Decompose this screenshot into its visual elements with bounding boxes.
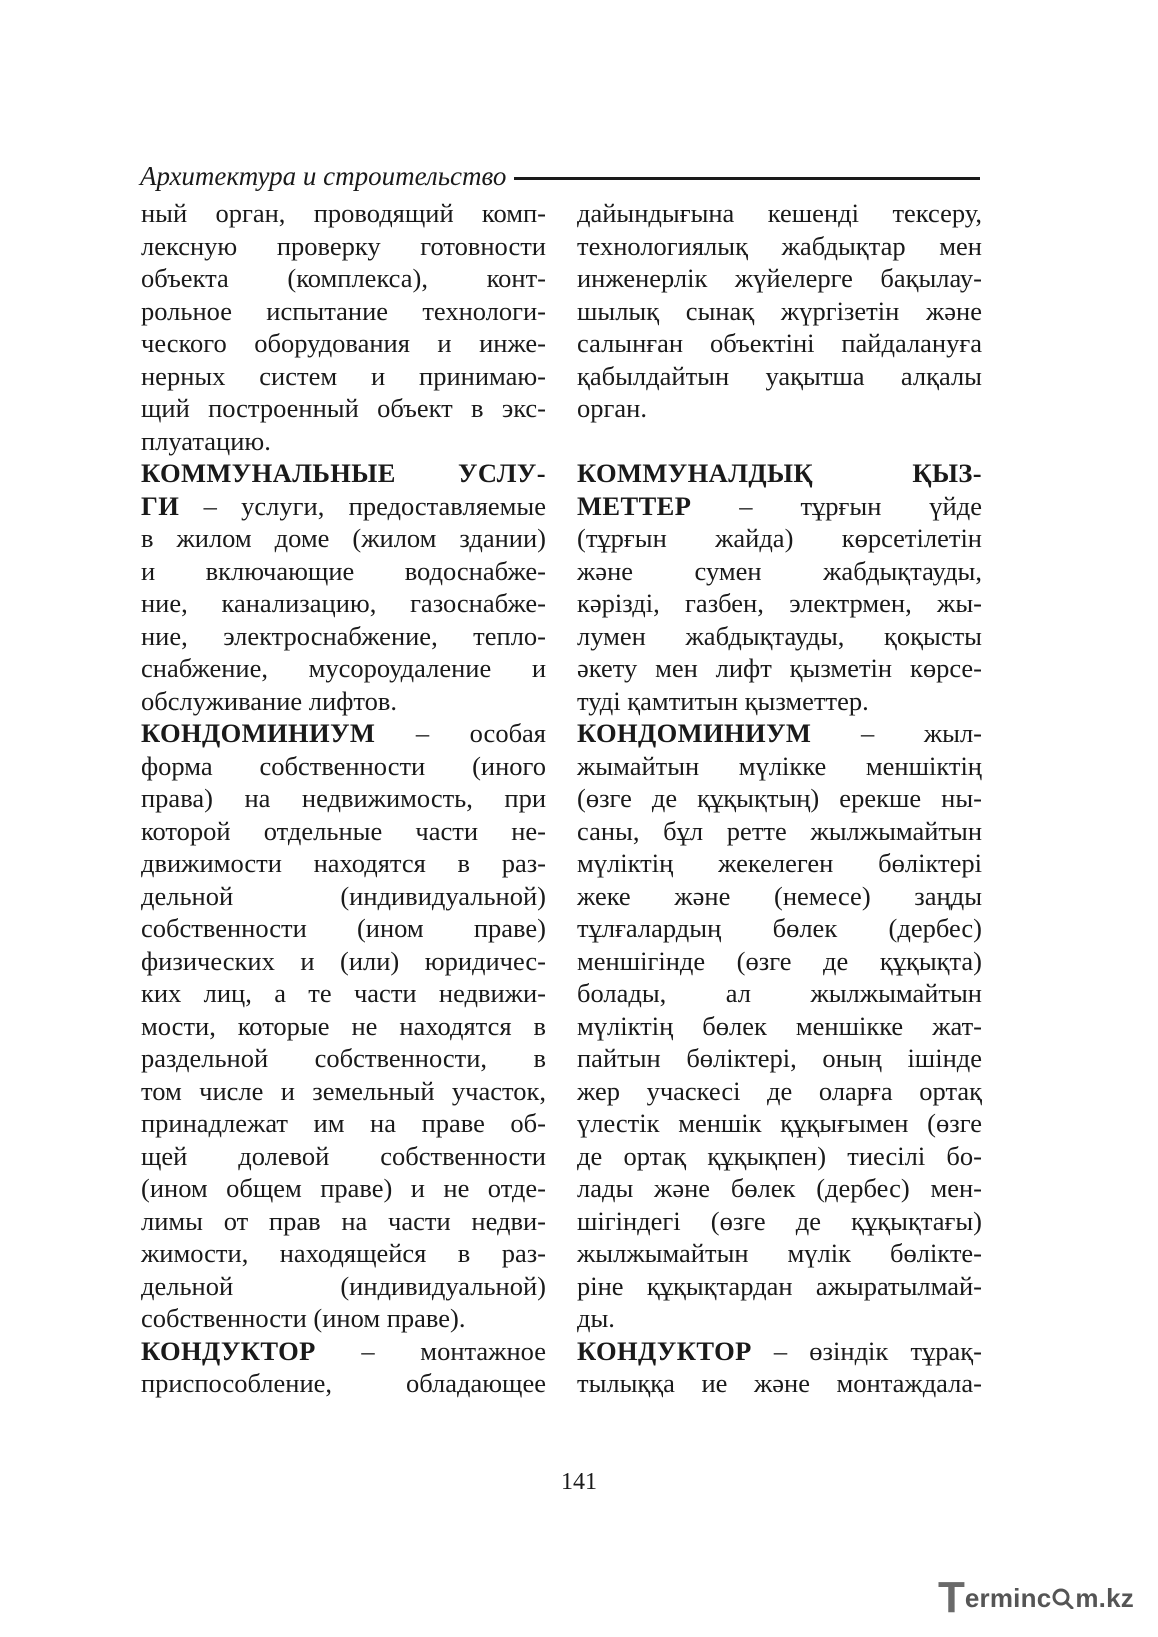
text-line <box>577 197 982 230</box>
line-text: – жыл- <box>811 718 982 748</box>
line-text: (өзге де құқықтың) ерекше ны- <box>577 783 982 813</box>
line-text: дельной (индивидуальной) <box>141 880 546 911</box>
text-line <box>141 1140 546 1173</box>
line-text: – услуги, предоставляемые <box>179 490 546 521</box>
line-text: инженерлік жүйелерге бақылау- <box>577 263 982 293</box>
line-text: физических и (или) юридичес- <box>141 945 546 976</box>
line-text: лумен жабдықтауды, қоқысты <box>577 620 982 651</box>
text-line <box>577 750 982 783</box>
line-text: технологиялық жабдықтар мен <box>577 230 982 261</box>
line-text: туді қамтитын қызметтер. <box>577 685 869 716</box>
text-line <box>577 262 982 295</box>
text-line <box>141 1335 546 1368</box>
watermark-text-middle: erminc <box>964 1582 1052 1613</box>
line-text: – особая <box>375 718 546 748</box>
glossary-term: КОНДОМИНИУМ <box>577 718 812 748</box>
glossary-term: КОММУНАЛДЫҚ ҚЫЗ- <box>577 458 982 488</box>
text-line <box>577 392 982 425</box>
line-text: жимости, находящейся в раз- <box>141 1238 546 1268</box>
text-line <box>577 1335 982 1368</box>
text-line <box>141 880 546 913</box>
line-text: лимы от прав на части недви- <box>141 1205 546 1236</box>
line-text: плуатацию. <box>141 425 271 456</box>
text-line <box>577 1172 982 1205</box>
text-line <box>577 1367 982 1400</box>
text-line <box>141 457 546 490</box>
magnifier-icon <box>1052 1587 1074 1609</box>
text-line <box>577 230 982 263</box>
text-line <box>577 782 982 815</box>
line-text: – монтажное <box>315 1335 546 1366</box>
glossary-term: МЕТТЕР <box>577 490 692 521</box>
line-text: ріне құқықтардан ажыратылмай- <box>577 1270 982 1301</box>
glossary-term: КОНДУКТОР <box>577 1335 752 1366</box>
text-line <box>141 1010 546 1043</box>
text-line <box>141 750 546 783</box>
text-line <box>141 815 546 848</box>
text-line <box>141 652 546 685</box>
line-text: щей долевой собственности <box>141 1140 546 1171</box>
text-line <box>141 782 546 815</box>
text-line <box>141 392 546 425</box>
text-line <box>577 880 982 913</box>
text-line <box>577 490 982 523</box>
glossary-term: ГИ <box>141 490 180 521</box>
glossary-term: КОНДУКТОР <box>141 1335 316 1366</box>
line-text: болады, ал жылжымайтын <box>577 978 982 1008</box>
text-line <box>141 977 546 1010</box>
line-text: которой отдельные части не- <box>141 815 546 846</box>
line-text: шылық сынақ жүргізетін және <box>577 295 982 326</box>
line-text: том числе и земельный участок, <box>141 1075 546 1106</box>
text-line <box>577 327 982 360</box>
line-text: жер учаскесі де оларға ортақ <box>577 1075 982 1106</box>
text-line <box>577 295 982 328</box>
text-line <box>577 1270 982 1303</box>
line-text: обслуживание лифтов. <box>141 685 397 716</box>
line-text: кәрізді, газбен, электрмен, жы- <box>577 588 982 618</box>
text-line <box>141 230 546 263</box>
line-text: үлестік меншік құқығымен (өзге <box>577 1108 982 1138</box>
line-text: дайындығына кешенді тексеру, <box>577 198 982 228</box>
line-text: лады және бөлек (дербес) мен- <box>577 1173 982 1203</box>
text-line <box>141 620 546 653</box>
text-line <box>141 1205 546 1238</box>
text-line <box>141 360 546 393</box>
line-text: форма собственности (иного <box>141 750 546 781</box>
text-line <box>577 1010 982 1043</box>
line-text: мүліктің бөлек меншікке жат- <box>577 1010 982 1041</box>
text-line <box>577 912 982 945</box>
text-line <box>141 425 546 458</box>
line-text: щий построенный объект в экс- <box>141 393 546 423</box>
page-number: 141 <box>561 1469 597 1495</box>
text-line <box>577 522 982 555</box>
text-line <box>577 620 982 653</box>
text-line <box>577 360 982 393</box>
text-line <box>141 1270 546 1303</box>
line-text: снабжение, мусороудаление и <box>141 653 546 683</box>
line-text: ние, электроснабжение, тепло- <box>141 620 546 651</box>
glossary-term: КОММУНАЛЬНЫЕ УСЛУ- <box>141 458 546 488</box>
line-text: движимости находятся в раз- <box>141 848 546 878</box>
line-text: – өзіндік тұрақ- <box>751 1335 982 1366</box>
right-column <box>577 197 982 1400</box>
text-line <box>141 717 546 750</box>
text-line <box>577 652 982 685</box>
line-text: меншігінде (өзге де құқықта) <box>577 945 982 976</box>
running-title: Архитектура и строительство <box>140 160 507 191</box>
line-text: шігіндегі (өзге де құқықтағы) <box>577 1205 982 1236</box>
text-line <box>577 1205 982 1238</box>
text-line <box>577 1075 982 1108</box>
paragraph-gap <box>577 425 982 458</box>
text-line <box>577 1140 982 1173</box>
line-text: принадлежат им на праве об- <box>141 1108 546 1138</box>
text-line <box>577 555 982 588</box>
line-text: салынған объектіні пайдалануға <box>577 328 982 358</box>
text-line <box>577 587 982 620</box>
line-text: мости, которые не находятся в <box>141 1010 546 1041</box>
line-text: тылыққа ие және монтаждала- <box>577 1368 982 1398</box>
text-line <box>141 685 546 718</box>
text-line <box>577 847 982 880</box>
line-text: ние, канализацию, газоснабже- <box>141 588 546 618</box>
line-text: права) на недвижимость, при <box>141 783 546 813</box>
line-text: де ортақ құқықпен) тиесілі бо- <box>577 1140 982 1171</box>
text-line <box>141 1172 546 1205</box>
line-text: қабылдайтын уақытша алқалы <box>577 360 982 391</box>
text-line <box>577 1042 982 1075</box>
text-line <box>141 295 546 328</box>
text-line <box>141 1107 546 1140</box>
text-line <box>141 197 546 230</box>
line-text: ный орган, проводящий комп- <box>141 198 546 228</box>
line-text: және сумен жабдықтауды, <box>577 555 982 586</box>
line-text: ких лиц, а те части недвижи- <box>141 978 546 1008</box>
text-line <box>141 587 546 620</box>
line-text: – тұрғын үйде <box>691 490 982 521</box>
line-text: жылжымайтын мүлік бөлікте- <box>577 1238 982 1268</box>
line-text: рольное испытание технологи- <box>141 295 546 326</box>
text-line <box>141 262 546 295</box>
watermark-letter: T <box>938 1573 965 1622</box>
line-text: ды. <box>577 1303 615 1333</box>
text-line <box>141 490 546 523</box>
text-line <box>577 945 982 978</box>
text-line <box>577 717 982 750</box>
line-text: жымайтын мүлікке меншіктің <box>577 750 982 781</box>
text-line <box>141 945 546 978</box>
line-text: саны, бұл ретте жылжымайтын <box>577 815 982 846</box>
line-text: лексную проверку готовности <box>141 230 546 261</box>
text-line <box>577 457 982 490</box>
line-text: и включающие водоснабже- <box>141 555 546 586</box>
text-line <box>141 1075 546 1108</box>
line-text: әкету мен лифт қызметін көрсе- <box>577 653 982 683</box>
text-line <box>141 1367 546 1400</box>
line-text: дельной (индивидуальной) <box>141 1270 546 1301</box>
text-line <box>141 847 546 880</box>
text-line <box>577 1107 982 1140</box>
text-line <box>141 327 546 360</box>
line-text: ческого оборудования и инже- <box>141 328 546 358</box>
line-text: раздельной собственности, в <box>141 1043 546 1073</box>
text-line <box>141 1302 546 1335</box>
text-line <box>577 685 982 718</box>
line-text: (тұрғын жайда) көрсетілетін <box>577 523 982 553</box>
text-line <box>141 1237 546 1270</box>
line-text: собственности (ином праве) <box>141 913 546 943</box>
glossary-term: КОНДОМИНИУМ <box>141 718 376 748</box>
line-text: нерных систем и принимаю- <box>141 360 546 391</box>
line-text: (ином общем праве) и не отде- <box>141 1173 546 1203</box>
text-line <box>577 977 982 1010</box>
line-text: приспособление, обладающее <box>141 1368 546 1398</box>
line-text: жеке және (немесе) заңды <box>577 880 982 911</box>
watermark-text-end: m.kz <box>1075 1582 1134 1613</box>
text-line <box>141 522 546 555</box>
text-line <box>141 555 546 588</box>
line-text: тұлғалардың бөлек (дербес) <box>577 913 982 943</box>
line-text: собственности (ином праве). <box>141 1303 466 1333</box>
line-text: в жилом доме (жилом здании) <box>141 523 546 553</box>
text-line <box>141 1042 546 1075</box>
running-header <box>140 158 980 194</box>
text-line <box>141 912 546 945</box>
text-line <box>577 815 982 848</box>
left-column <box>141 197 546 1400</box>
header-rule <box>514 177 980 180</box>
line-text: пайтын бөліктері, оның ішінде <box>577 1043 982 1073</box>
line-text: орган. <box>577 393 647 423</box>
line-text: объекта (комплекса), конт- <box>141 263 546 293</box>
line-text: мүліктің жекелеген бөліктері <box>577 848 982 878</box>
text-line <box>577 1302 982 1335</box>
text-line <box>577 1237 982 1270</box>
site-watermark <box>938 1573 1138 1622</box>
